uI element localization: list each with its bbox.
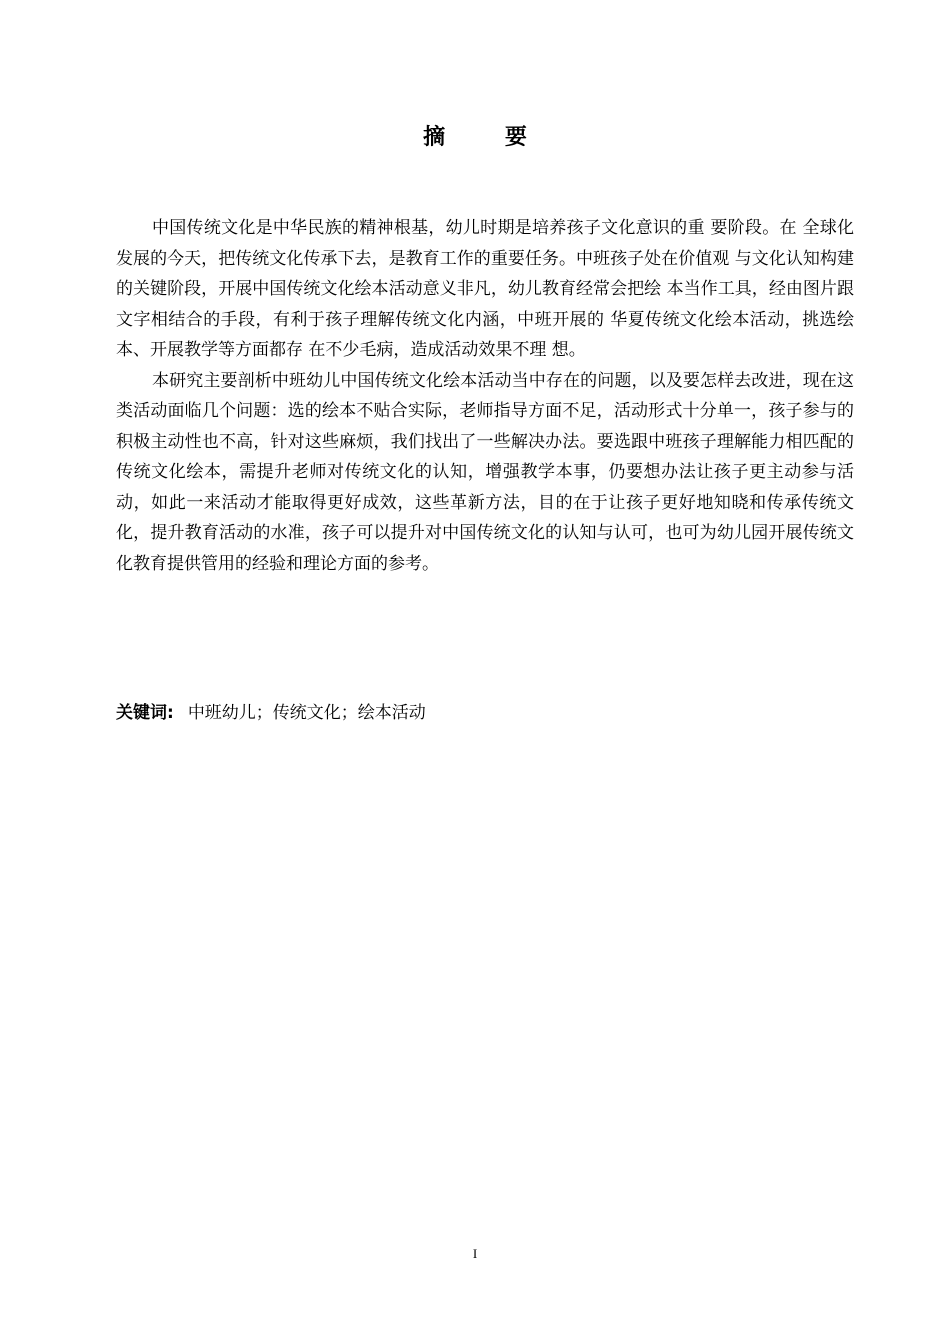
keywords-label: 关键词: (116, 703, 174, 723)
abstract-paragraph-1: 中国传统文化是中华民族的精神根基，幼儿时期是培养孩子文化意识的重 要阶段。在 全球化发展的今天，把传统文化传承下去，是教育工作的重要任务。中班孩子处在价值观 与文化认知构建的关键阶段，开展中国传统文化绘本活动意义非凡，幼儿教育经常会把绘 本当作工具，经由图片跟文字相结合的手段，有利于孩子理解传统文化内涵，中班开展的 华夏传统文化绘本活动，挑选绘本、开展教学等方面都存 在不少毛病，造成活动效果不理 想。 (116, 218, 854, 360)
keywords-line (116, 700, 854, 726)
abstract-body (116, 213, 854, 579)
abstract-paragraph-2: 本研究主要剖析中班幼儿中国传统文化绘本活动当中存在的问题，以及要怎样去改进，现在这类活动面临几个问题：选的绘本不贴合实际，老师指导方面不足，活动形式十分单一，孩子参与的积极主动性也不高，针对这些麻烦，我们找出了一些解决办法。要选跟中班孩子理解能力相匹配的传统文化绘本，需提升老师对传统文化的认知，增强教学本事，仍要想办法让孩子更主动参与活动，如此一来活动才能取得更好成效，这些革新方法，目的在于让孩子更好地知晓和传承传统文化，提升教育活动的水准，孩子可以提升对中国传统文化的认知与认可，也可为幼儿园开展传统文化教育提供管用的经验和理论方面的参考。 (116, 370, 854, 574)
keywords-value: 中班幼儿；传统文化；绘本活动 (187, 703, 426, 723)
page-number: I (472, 1246, 478, 1261)
abstract-title: 摘 要 (423, 125, 553, 150)
